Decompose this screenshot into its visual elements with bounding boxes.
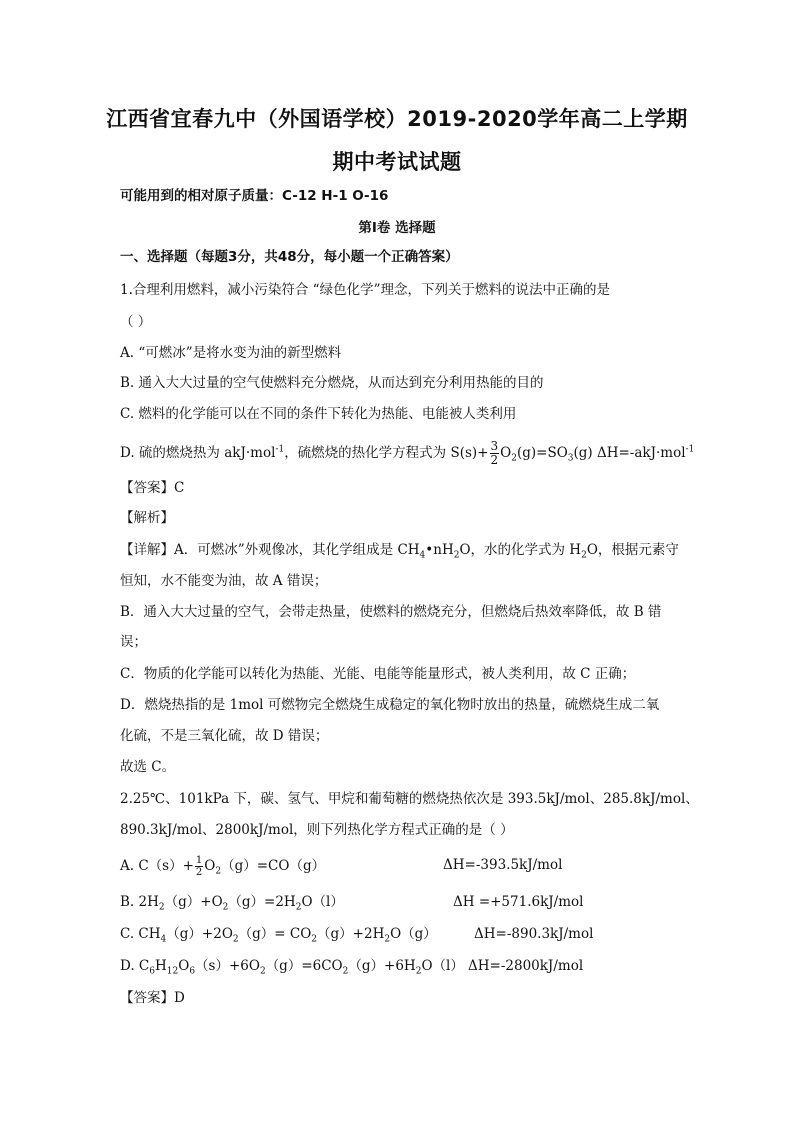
fraction-one-half: $\frac{1}{2}$ — [195, 855, 203, 878]
q1-detail-b-line1: B．通入大大过量的空气，会带走热量，使燃料的燃烧充分，但燃烧后热效率降低，故 B 错 — [120, 604, 662, 620]
q2-option-c-enthalpy: ΔH=-890.3kJ/mol — [474, 926, 594, 942]
q1-detail-c: C．物质的化学能可以转化为热能、光能、电能等能量形式，被人类利用，故 C 正确； — [120, 666, 636, 682]
q1-answer: 【答案】C — [120, 480, 185, 496]
q1-option-b: B. 通入大大过量的空气使燃料充分燃烧，从而达到充分利用热能的目的 — [120, 375, 544, 391]
q1-stem: 1.合理利用燃料，减小污染符合 “绿色化学”理念，下列关于燃料的说法中正确的是 — [120, 282, 610, 298]
q1-analysis-label: 【解析】 — [120, 510, 174, 526]
title-line-2: 期中考试试题 — [332, 150, 462, 174]
q2-option-b: B. $2H_2(g)+O_2(g)=2H_2O(l)$ — [120, 894, 344, 913]
q1-option-a: A. “可燃冰”是将水变为油的新型燃料 — [120, 345, 342, 361]
q2-option-a: A. C（s）+ $\frac{1}{2}$ $O_2(g)=CO(g)$ — [120, 855, 326, 878]
title-line-1: 江西省宜春九中（外国语学校）2019-2020学年高二上学期 — [106, 107, 688, 131]
q2-option-d-enthalpy: ΔH=-2800kJ/mol — [468, 958, 584, 974]
q2-stem-line2: 890.3kJ/mol、2800kJ/mol，则下列热化学方程式正确的是（ ） — [120, 822, 514, 838]
q1-detail-d-line2: 化硫，不是三氧化硫，故 D 错误； — [120, 728, 329, 744]
fraction-three-halves: $\frac{3}{2}$ — [490, 439, 499, 467]
q1-option-c: C. 燃料的化学能可以在不同的条件下转化为热能、电能被人类利用 — [120, 406, 517, 422]
q2-stem-line1: 2.25℃、101kPa 下，碳、氢气、甲烷和葡萄糖的燃烧热依次是 393.5kJ/mol、285.8kJ/mol、 — [120, 791, 699, 807]
volume-heading: 第Ⅰ卷 选择题 — [358, 220, 436, 236]
q2-option-d: D. $C_6H_{12}O_6(s)+6O_2(g)=6CO_2(g)+6H_2O(l)$ — [120, 958, 464, 977]
q1-answer-paren: （ ） — [120, 314, 152, 330]
q2-option-b-enthalpy: ΔH =+571.6kJ/mol — [453, 894, 584, 910]
q2-option-a-enthalpy: ΔH=-393.5kJ/mol — [443, 857, 563, 873]
q2-answer: 【答案】D — [120, 990, 185, 1006]
q1-detail-a-line1: 【详解】A．可燃冰”外观像冰，其化学组成是 $CH_4•nH_2O$，水的化学式为 $H_2O$，根据元素守 — [120, 542, 679, 561]
q1-detail-a-line2: 恒知，水不能变为油，故 A 错误； — [120, 573, 328, 589]
q2-option-c: C. $CH_4(g)+2O_2(g)= CO_2(g)+2H_2O(g)$ — [120, 926, 437, 945]
section-heading: 一、选择题（每题3分，共48分，每小题一个正确答案） — [120, 249, 459, 265]
atomic-mass-line: 可能用到的相对原子质量：C-12 H-1 O-16 — [120, 188, 389, 204]
q1-conclusion: 故选 C。 — [120, 759, 176, 775]
q1-detail-d-line1: D．燃烧热指的是 1mol 可燃物完全燃烧生成稳定的氧化物时放出的热量，硫燃烧生成二氧 — [120, 697, 660, 713]
q1-option-d: D. 硫的燃烧热为 akJ·mol$^{-1}$，硫燃烧的热化学方程式为 S(s)+ $\frac{3}{2}$ $O_2(g)=SO_3(g)$ ΔH=-akJ·mol$^{-1}$ — [120, 439, 695, 467]
q1-detail-b-line2: 误； — [120, 634, 147, 650]
